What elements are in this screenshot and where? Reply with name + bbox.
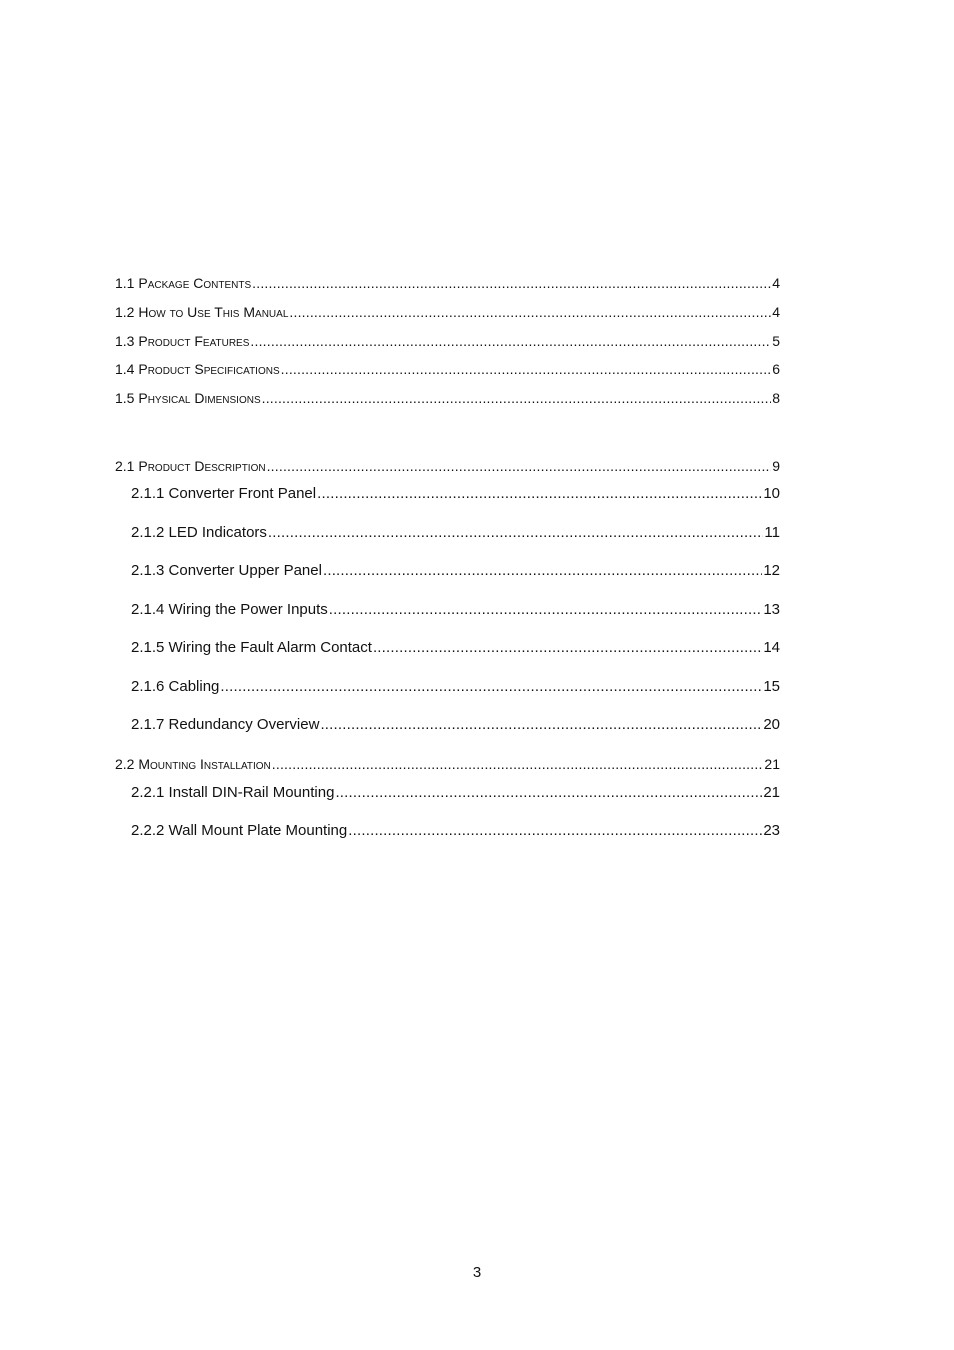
toc-entry-2-1-7[interactable] — [131, 715, 780, 735]
toc-entry-label — [115, 388, 261, 408]
toc-entry-2-2-1[interactable] — [131, 783, 780, 803]
toc-entry-title: 2.1.5 Wiring the Fault Alarm Contact — [131, 639, 372, 656]
toc-entry-2-1-4[interactable] — [131, 600, 780, 620]
toc-entry-2-1-6[interactable] — [131, 677, 780, 697]
toc-entry-number: 1.4 — [115, 361, 135, 377]
dot-leader — [373, 638, 762, 658]
toc-entry-2-2-2[interactable] — [131, 821, 780, 841]
dot-leader — [329, 600, 763, 620]
toc-entry-1-4[interactable] — [115, 359, 780, 379]
page-number: 3 — [472, 1264, 482, 1281]
toc-entry-title: Product Features — [138, 333, 250, 349]
toc-entry-title: 2.2.2 Wall Mount Plate Mounting — [131, 822, 348, 839]
toc-entry-number: 2.2 — [115, 756, 135, 772]
toc-entry-page: 23 — [763, 822, 780, 839]
toc-entry-2-1-5[interactable] — [131, 638, 780, 658]
toc-entry-page: 14 — [763, 639, 780, 656]
toc-entry-title: Product Specifications — [138, 361, 280, 377]
toc-entry-page: 4 — [772, 275, 780, 291]
toc-entry-label — [115, 331, 249, 351]
toc-entry-page: 12 — [763, 562, 780, 579]
toc-entry-title: 2.2.1 Install DIN-Rail Mounting — [131, 784, 335, 801]
dot-leader — [323, 561, 762, 581]
toc-entry-title: 2.1.6 Cabling — [131, 678, 220, 695]
toc-entry-title: Physical Dimensions — [138, 390, 261, 406]
dot-leader — [281, 359, 772, 379]
toc-entry-2-1-1[interactable] — [131, 484, 780, 504]
toc-entry-1-5[interactable] — [115, 388, 780, 408]
toc-entry-label — [115, 359, 280, 379]
toc-entry-number: 2.1 — [115, 458, 135, 474]
toc-entry-label — [115, 456, 266, 476]
toc-entry-page: 10 — [763, 485, 780, 502]
toc-entry-title: Package Contents — [138, 275, 252, 291]
toc-entry-page: 4 — [772, 304, 780, 320]
toc-entry-1-3[interactable] — [115, 331, 780, 351]
toc-entry-page: 20 — [763, 716, 780, 733]
toc-entry-label — [115, 273, 251, 293]
toc-entry-page: 8 — [772, 390, 780, 406]
toc-entry-1-2[interactable] — [115, 302, 780, 322]
dot-leader — [250, 331, 771, 351]
dot-leader — [272, 754, 764, 774]
toc-entry-page: 9 — [772, 458, 780, 474]
toc-entry-number: 1.1 — [115, 275, 135, 291]
toc-entry-number: 1.3 — [115, 333, 135, 349]
dot-leader — [320, 715, 762, 735]
toc-entry-page: 21 — [763, 784, 780, 801]
toc-entry-title: 2.1.7 Redundancy Overview — [131, 716, 320, 733]
dot-leader — [335, 783, 762, 803]
toc-entry-title: 2.1.2 LED Indicators — [131, 524, 267, 541]
toc-entry-label — [115, 302, 288, 322]
dot-leader — [317, 484, 762, 504]
toc-entry-number: 1.5 — [115, 390, 135, 406]
toc-entry-page: 15 — [763, 678, 780, 695]
dot-leader — [348, 821, 762, 841]
toc-entry-title: Product Description — [138, 458, 266, 474]
toc-entry-title: 2.1.1 Converter Front Panel — [131, 485, 317, 502]
toc-entry-label — [115, 754, 271, 774]
toc-entry-page: 5 — [772, 333, 780, 349]
toc-entry-2-1[interactable] — [115, 456, 780, 476]
toc-entry-page: 11 — [764, 524, 780, 541]
dot-leader — [268, 523, 764, 543]
toc-entry-2-1-2[interactable] — [131, 523, 780, 543]
dot-leader — [220, 677, 762, 697]
toc-entry-title: How to Use This Manual — [138, 304, 289, 320]
toc-entry-number: 1.2 — [115, 304, 135, 320]
dot-leader — [289, 302, 771, 322]
toc-entry-page: 13 — [763, 601, 780, 618]
toc-entry-2-2[interactable] — [115, 754, 780, 774]
toc-entry-page: 21 — [764, 756, 780, 772]
toc-entry-title: Mounting Installation — [138, 756, 271, 772]
dot-leader — [267, 456, 772, 476]
toc-entry-page: 6 — [772, 361, 780, 377]
dot-leader — [252, 273, 771, 293]
toc-entry-1-1[interactable] — [115, 273, 780, 293]
toc-entry-title: 2.1.3 Converter Upper Panel — [131, 562, 322, 579]
toc-entry-2-1-3[interactable] — [131, 561, 780, 581]
dot-leader — [262, 388, 772, 408]
toc-entry-title: 2.1.4 Wiring the Power Inputs — [131, 601, 328, 618]
